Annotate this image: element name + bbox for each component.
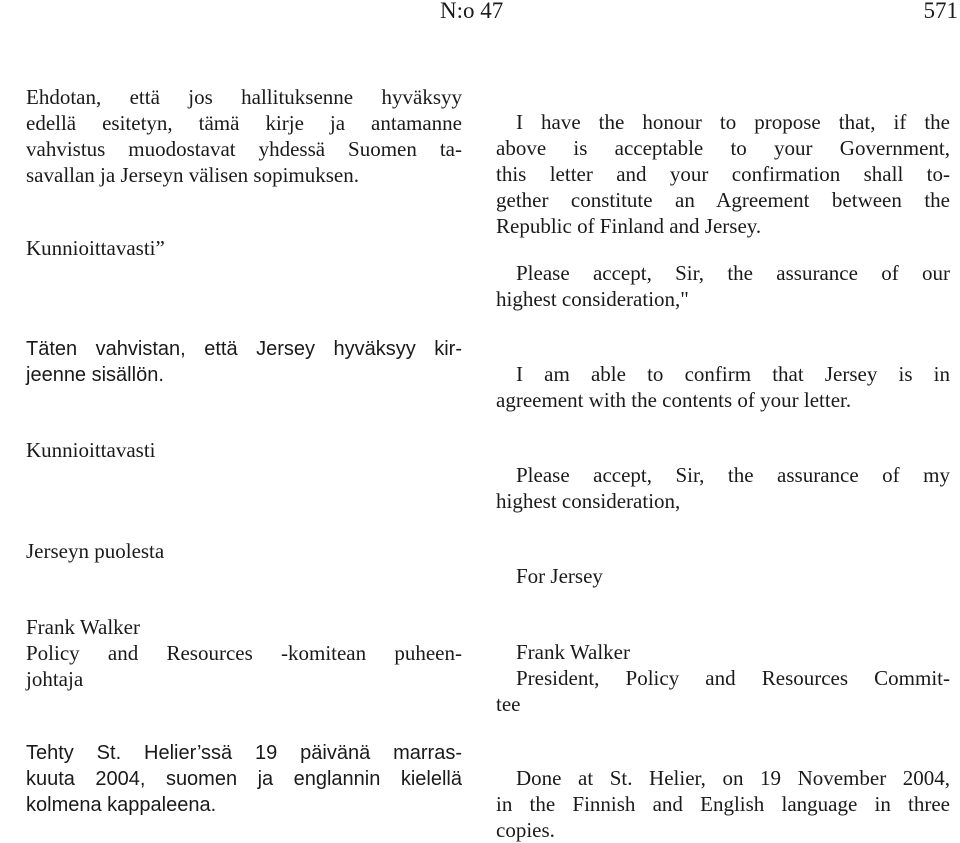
text-line: I am able to confirm that Jersey is in [516,362,950,386]
confirmation-paragraph-fi [26,336,462,388]
text-line: Republic of Finland and Jersey. [496,214,762,238]
place-date-fi [26,740,462,818]
place-date-en [496,765,950,843]
page-header [0,0,960,28]
text-line: copies. [496,818,555,842]
text-line: Kunnioittavasti” [26,236,165,260]
text-line: gether constitute an Agreement between the [496,188,950,212]
text-line: savallan ja Jerseyn välisen sopimuksen. [26,163,360,187]
text-line: Jerseyn puolesta [26,539,165,563]
text-line: Täten vahvistan, että Jersey hyväksyy kir- [26,338,462,360]
on-behalf-en [496,563,950,589]
text-line: vahvistus muodostavat yhdessä Suomen ta- [26,137,462,161]
on-behalf-fi [26,538,462,564]
closing-fi-1 [26,235,462,261]
text-line: highest consideration," [496,287,689,311]
closing-en-2 [496,462,950,514]
text-line: kuuta 2004, suomen ja englannin kielellä [26,768,462,790]
signatory-name: Frank Walker [516,640,630,664]
confirmation-paragraph-en [496,361,950,413]
text-line: in the Finnish and English language in three [496,792,950,816]
closing-fi-2 [26,437,462,463]
signatory-title-line: johtaja [26,667,84,691]
signatory-fi [26,614,462,692]
document-number: N:o 47 [440,0,504,23]
text-line: highest consideration, [496,489,681,513]
signatory-en [496,639,950,717]
text-line: kolmena kappaleena. [26,794,217,816]
signatory-title-line: Policy and Resources -komitean puheen- [26,641,462,665]
proposal-paragraph-en [496,109,950,239]
signatory-name: Frank Walker [26,615,140,639]
text-line: Please accept, Sir, the assurance of our [516,261,950,285]
text-line: agreement with the contents of your letter. [496,388,852,412]
text-line: Please accept, Sir, the assurance of my [516,463,950,487]
signatory-title-line: President, Policy and Resources Commit- [516,666,950,690]
closing-en-1 [496,260,950,312]
signatory-title-line: tee [496,692,521,716]
text-line: I have the honour to propose that, if the [516,110,950,134]
page-number: 571 [923,0,958,23]
text-line: Ehdotan, että jos hallituksenne hyväksyy [26,85,462,109]
text-line: Tehty St. Helier’ssä 19 päivänä marras- [26,742,462,764]
proposal-paragraph-fi [26,84,462,188]
text-line: above is acceptable to your Government, [496,136,950,160]
text-line: this letter and your confirmation shall to- [496,162,950,186]
text-line: Kunnioittavasti [26,438,156,462]
text-line: jeenne sisällön. [26,364,164,386]
text-line: For Jersey [516,564,603,588]
text-line: Done at St. Helier, on 19 November 2004, [516,766,950,790]
text-line: edellä esitetyn, tämä kirje ja antamanne [26,111,462,135]
